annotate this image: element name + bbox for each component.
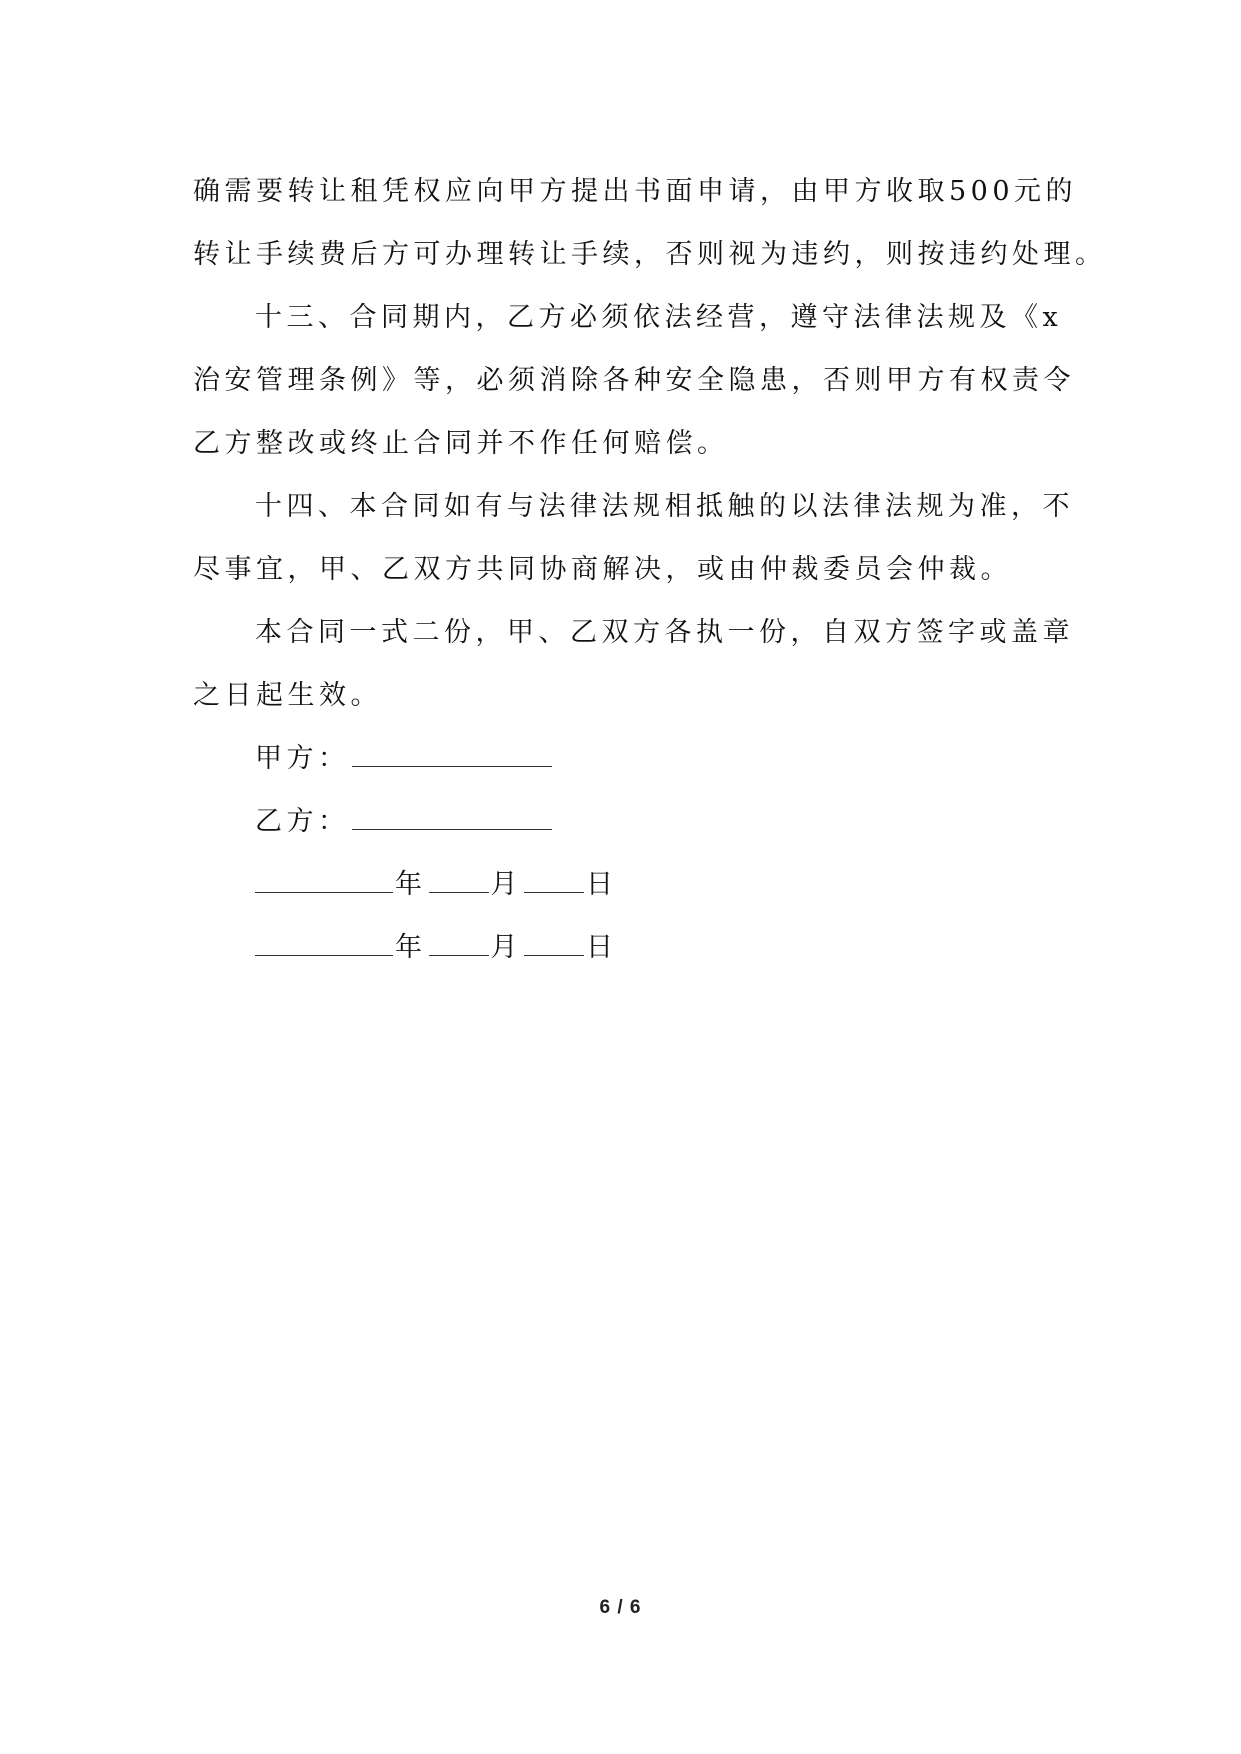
year-label: 年 xyxy=(395,869,427,900)
text-line: 确需要转让租凭权应向甲方提出书面申请，由甲方收取500元的 xyxy=(193,176,1078,207)
clause-13-start: 十三、合同期内，乙方必须依法经营，遵守法律法规及《x xyxy=(255,302,1063,333)
text-line: 转让手续费后方可办理转让手续，否则视为违约，则按违约处理。 xyxy=(193,239,1107,270)
page-number: 6 / 6 xyxy=(599,1597,642,1618)
text-line: 之日起生效。 xyxy=(193,680,382,711)
text-line: 乙方整改或终止合同并不作任何赔偿。 xyxy=(193,428,729,459)
text-line: 治安管理条例》等，必须消除各种安全隐患，否则甲方有权责令 xyxy=(193,365,1075,396)
contract-body xyxy=(193,160,1107,979)
closing-paragraph-start: 本合同一式二份，甲、乙双方各执一份，自双方签字或盖章 xyxy=(255,617,1074,648)
party-b-blank xyxy=(352,807,552,830)
party-a-blank xyxy=(352,744,552,767)
year-blank xyxy=(255,870,393,893)
party-b-signature xyxy=(193,790,1061,853)
month-blank xyxy=(429,870,489,893)
date-line-b xyxy=(193,916,1061,979)
day-label: 日 xyxy=(586,932,618,963)
day-label: 日 xyxy=(586,869,618,900)
day-blank xyxy=(524,870,584,893)
year-label: 年 xyxy=(395,932,427,963)
day-blank xyxy=(524,933,584,956)
text-line: 尽事宜，甲、乙双方共同协商解决，或由仲裁委员会仲裁。 xyxy=(193,554,1012,585)
month-label: 月 xyxy=(490,869,522,900)
clause-14-start: 十四、本合同如有与法律法规相抵触的以法律法规为准，不 xyxy=(255,491,1074,522)
party-a-label: 甲方： xyxy=(255,743,350,774)
party-b-label: 乙方： xyxy=(255,806,350,837)
month-label: 月 xyxy=(490,932,522,963)
month-blank xyxy=(429,933,489,956)
date-line-a xyxy=(193,853,1061,916)
party-a-signature xyxy=(193,727,1061,790)
year-blank xyxy=(255,933,393,956)
